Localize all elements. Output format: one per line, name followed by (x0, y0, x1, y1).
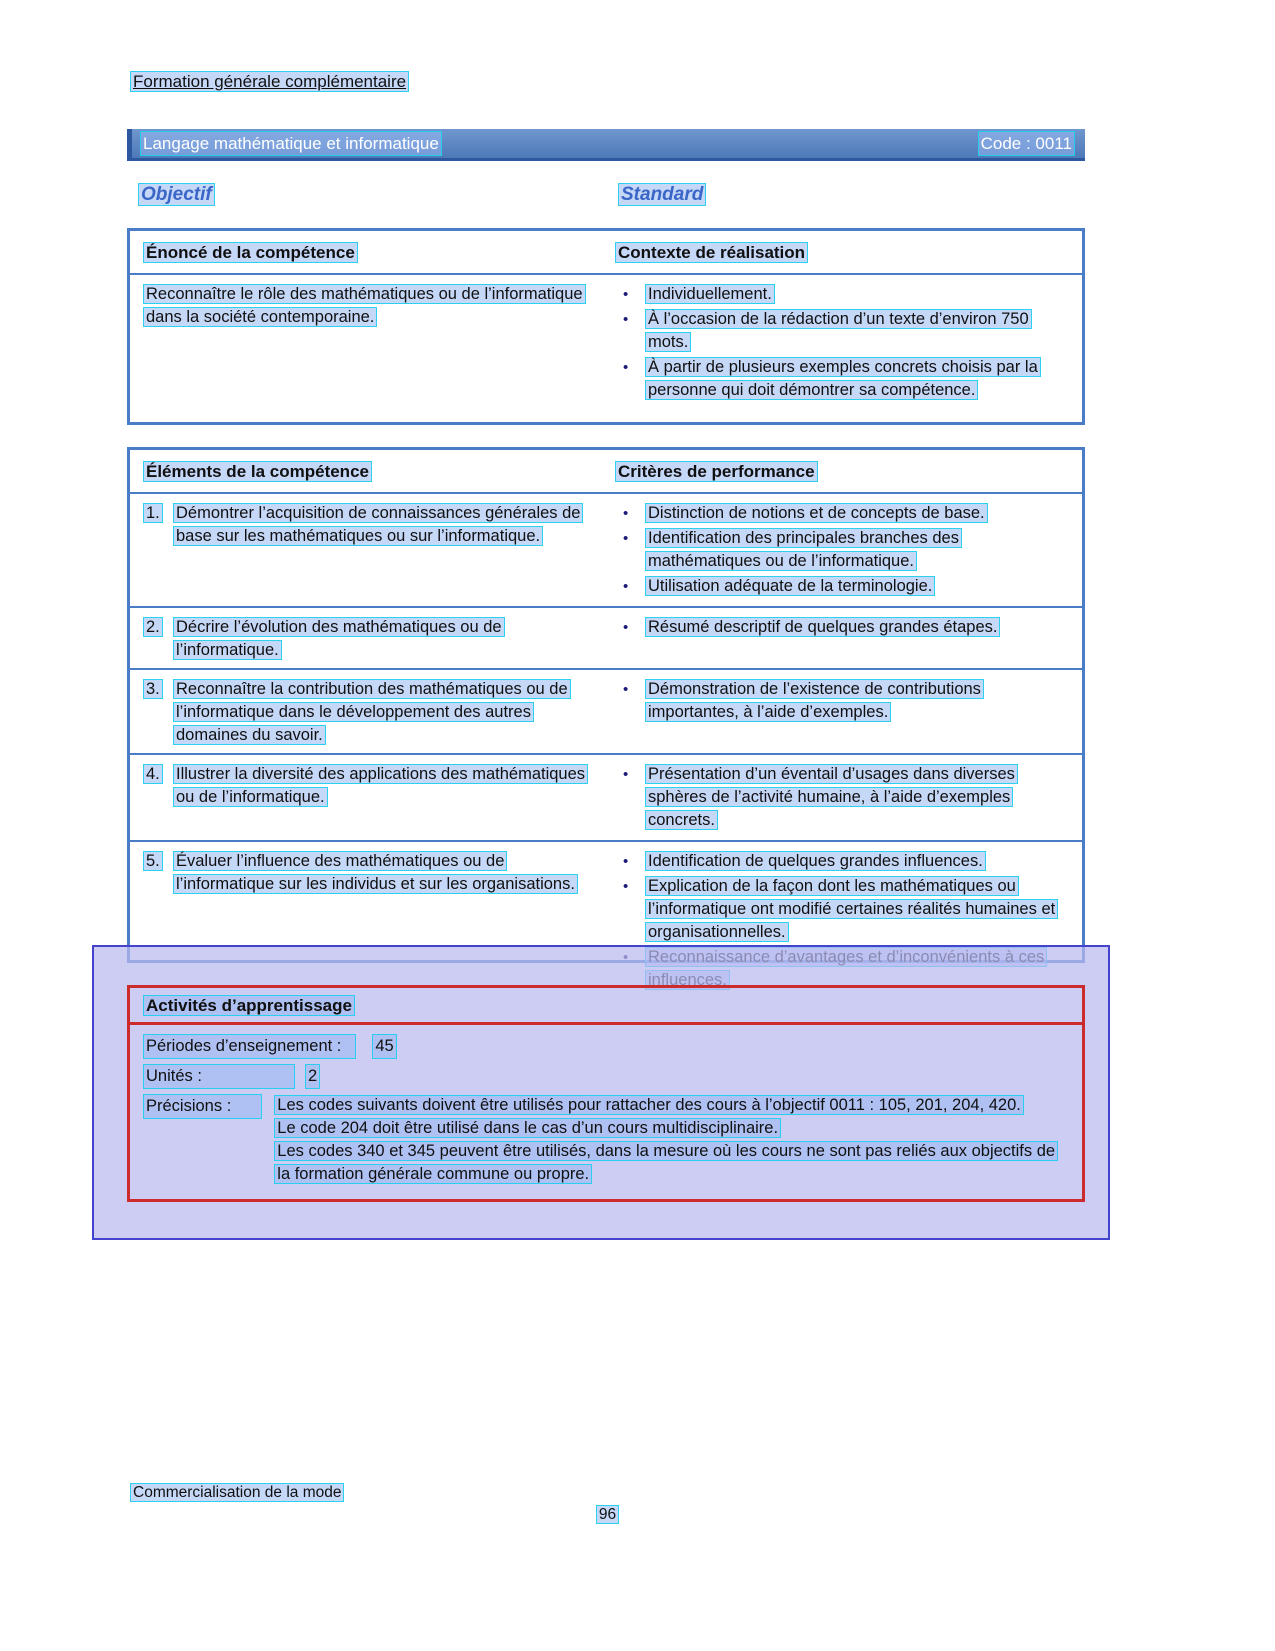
bullet-icon: • (623, 681, 629, 698)
enonce-text: Reconnaître le rôle des mathématiques ou de l’informatique dans la société contemporaine. (143, 284, 586, 327)
table-row (130, 670, 1082, 755)
criteres-cell (615, 616, 1082, 662)
precisions-row (143, 1094, 1069, 1186)
objectif-heading-text: Objectif (138, 183, 215, 206)
unites-value: 2 (305, 1064, 320, 1089)
bullet-icon: • (623, 311, 629, 328)
list-item: • Présentation d’un éventail d’usages dans diverses sphères de l’activité humaine, à l’aide d’exemples concrets. (615, 763, 1066, 832)
list-item: • Individuellement. (615, 283, 1066, 306)
element-cell: 4. Illustrer la diversité des applications des mathématiques ou de l’informatique. (130, 763, 615, 834)
bullet-icon: • (623, 505, 629, 522)
element-cell: 2. Décrire l’évolution des mathématiques ou de l’informatique. (130, 616, 615, 662)
bullet-icon: • (623, 530, 629, 547)
title-bar-code: Code : 0011 (978, 131, 1075, 156)
list-item: • Distinction de notions et de concepts de base. (615, 502, 1066, 525)
header-elements: Éléments de la compétence (130, 460, 615, 483)
objectif-heading (138, 183, 215, 206)
criteres-cell (615, 763, 1082, 834)
elements-table-header (130, 450, 1082, 494)
competence-table (127, 228, 1085, 425)
periodes-label: Périodes d’enseignement : (143, 1034, 356, 1059)
criteres-cell (615, 678, 1082, 747)
elements-table (127, 447, 1085, 963)
table-row (130, 608, 1082, 670)
header-enonce: Énoncé de la compétence (130, 241, 615, 264)
competence-table-row (130, 275, 1082, 410)
criteres-cell (615, 502, 1082, 600)
periodes-row (143, 1034, 1069, 1059)
activities-box (127, 985, 1085, 1202)
enonce-cell (130, 283, 615, 404)
list-item: • Démonstration de l’existence de contributions importantes, à l’aide d’exemples. (615, 678, 1066, 724)
unites-row (143, 1064, 1069, 1089)
list-item: • Identification de quelques grandes influences. (615, 850, 1066, 873)
bullet-icon: • (623, 619, 629, 636)
element-cell: 5. Évaluer l’influence des mathématiques ou de l’informatique sur les individus et sur les organisations. (130, 850, 615, 994)
header-contexte: Contexte de réalisation (615, 241, 1082, 264)
bullet-icon: • (623, 853, 629, 870)
element-cell: 3. Reconnaître la contribution des mathématiques ou de l’informatique dans le développement des autres domaines du savoir. (130, 678, 615, 747)
standard-heading-text: Standard (618, 183, 706, 206)
section-label-text: Formation générale complémentaire (130, 71, 409, 92)
list-item: • Explication de la façon dont les mathématiques ou l’informatique ont modifié certaines réalités humaines et organisationnelles. (615, 875, 1066, 944)
activities-title: Activités d’apprentissage (130, 988, 1082, 1025)
precisions-text: Les codes suivants doivent être utilisés pour rattacher des cours à l’objectif 0011 : 105, 201, 204, 420. Le code 204 doit être utilisé dans le cas d’un cours multidisciplinaire. Les codes 340 et 345 peuvent être utilisés, dans la mesure où les cours ne sont pas reliés aux objectifs de la formation générale commune ou propre. (274, 1094, 1069, 1186)
bullet-icon: • (623, 578, 629, 595)
precisions-label: Précisions : (143, 1094, 262, 1119)
list-item: • Utilisation adéquate de la terminologie. (615, 575, 1066, 598)
header-criteres: Critères de performance (615, 460, 1082, 483)
list-item: • Résumé descriptif de quelques grandes étapes. (615, 616, 1066, 639)
element-cell: 1. Démontrer l’acquisition de connaissances générales de base sur les mathématiques ou sur l’informatique. (130, 502, 615, 600)
unites-label: Unités : (143, 1064, 295, 1089)
standard-heading (618, 183, 706, 206)
contexte-cell (615, 283, 1082, 404)
title-bar-title: Langage mathématique et informatique (140, 131, 442, 156)
activities-body (130, 1025, 1082, 1199)
title-bar (127, 129, 1085, 161)
bullet-icon: • (623, 359, 629, 376)
table-row (130, 755, 1082, 842)
table-row (130, 494, 1082, 608)
bullet-icon: • (623, 766, 629, 783)
page-number: 96 (0, 1503, 1215, 1526)
section-label (130, 70, 409, 93)
list-item: • Identification des principales branches des mathématiques ou de l’informatique. (615, 527, 1066, 573)
annotation-overlay (92, 945, 1110, 1240)
periodes-value: 45 (372, 1034, 396, 1059)
competence-table-header (130, 231, 1082, 275)
list-item: • À partir de plusieurs exemples concrets choisis par la personne qui doit démontrer sa compétence. (615, 356, 1066, 402)
bullet-icon: • (623, 878, 629, 895)
footer-label: Commercialisation de la mode (130, 1481, 344, 1504)
list-item: • À l’occasion de la rédaction d’un texte d’environ 750 mots. (615, 308, 1066, 354)
bullet-icon: • (623, 286, 629, 303)
